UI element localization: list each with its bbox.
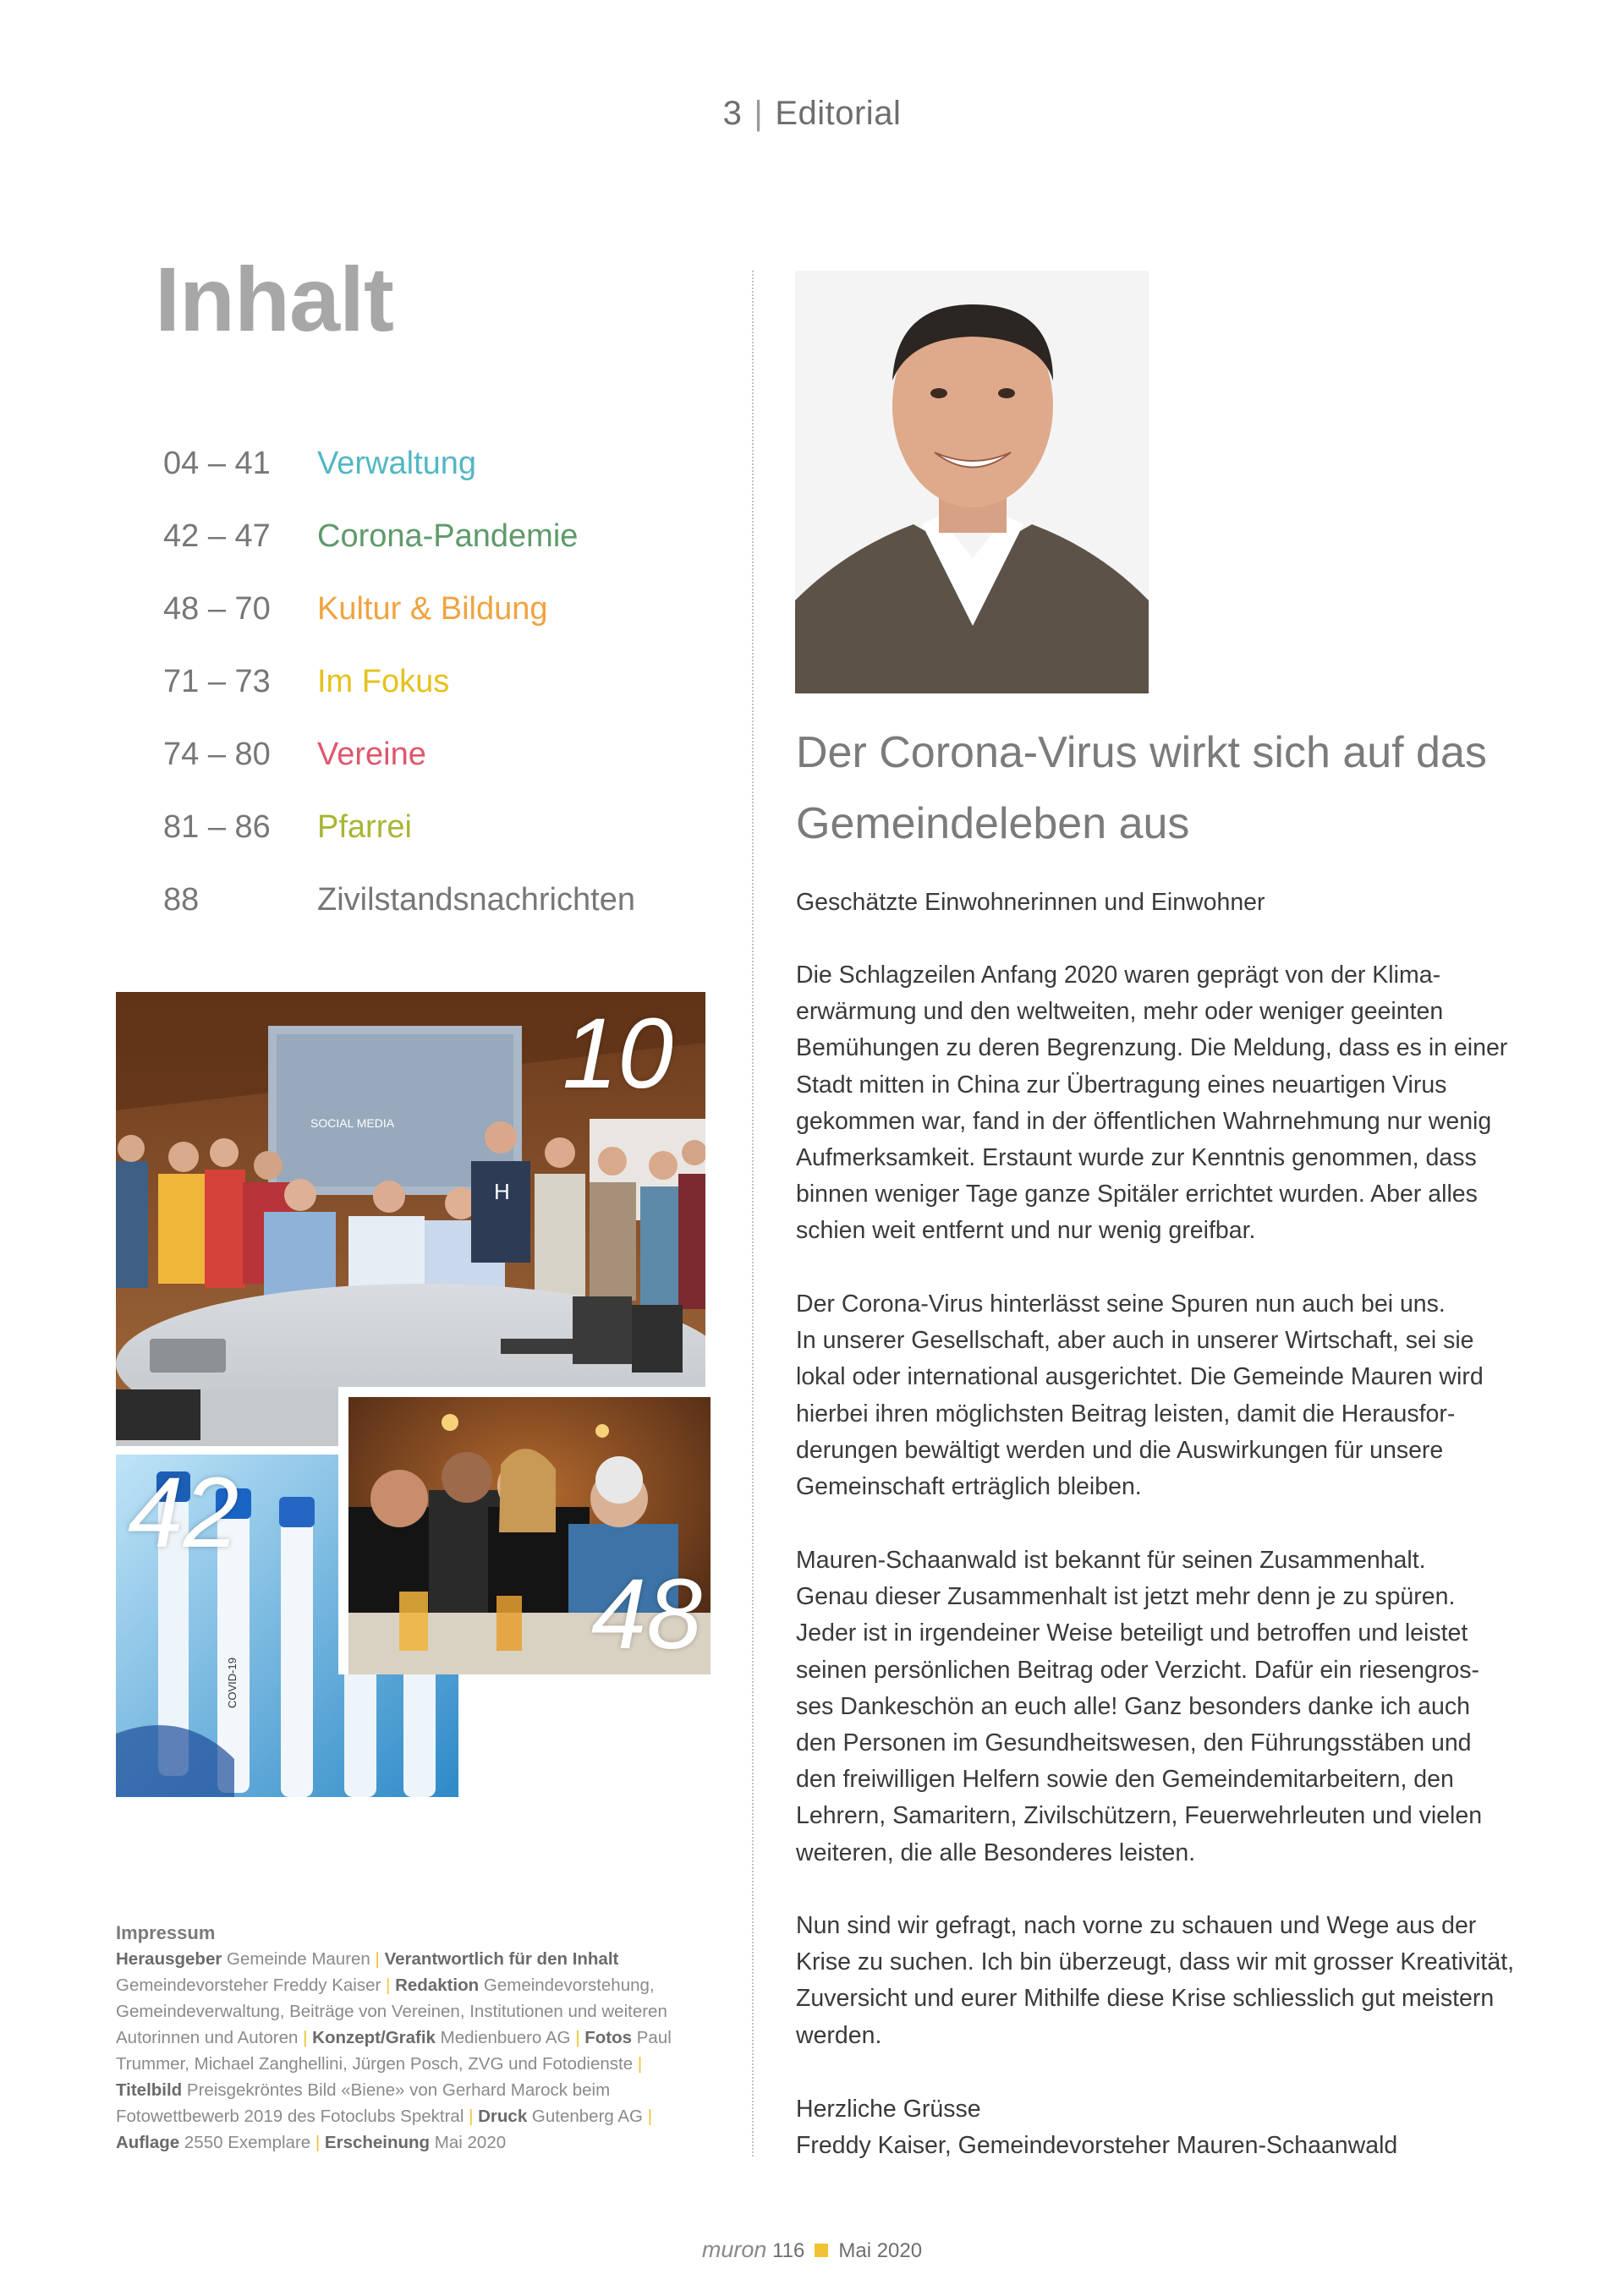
photo-number-48: 48 (590, 1559, 702, 1670)
tube-label: COVID-19 (226, 1658, 239, 1708)
imp-value-cover: Preisgekröntes Bild «Biene» von Gerhard Marock beim Fotowettbewerb 2019 des Fotoclubs Spektral (116, 2080, 611, 2126)
screen-text: SOCIAL MEDIA (310, 1116, 395, 1130)
salutation: Geschätzte Einwohnerinnen und Einwohner (796, 889, 1265, 916)
toc-label: Pfarrei (317, 809, 412, 845)
editorial-headline: Der Corona-Virus wirkt sich auf das Gemeindeleben aus (796, 728, 1487, 848)
impressum-title: Impressum (116, 1922, 216, 1943)
toc-entry[interactable] (163, 874, 755, 925)
paragraph: Die Schlagzeilen Anfang 2020 waren geprägt von der Klima- erwärmung und den weltweiten, mehr oder weniger geeinten Bemühungen zu deren Begrenzung. Die Meldung, dass es in einer Stadt mitten in China zur Übertragung eines neuartigen Virus gekommen war, fand in der öffentlichen Wahrnehmung nur wenig Aufmerksamkeit. Erstaunt wurde zur Kenntnis genommen, dass binnen weniger Tage ganze Spitäler errichtet wurden. Aber alles schien weit entfernt und nur wenig greifbar. (796, 962, 1508, 1245)
imp-value-design: Medienbuero AG (440, 2028, 571, 2047)
issue-date: Mai 2020 (838, 2239, 923, 2262)
imp-separator: | (575, 2028, 580, 2047)
toc-pages: 71 – 73 (163, 664, 271, 699)
imp-key-photos: Fotos (584, 2028, 633, 2047)
toc-label: Vereine (317, 737, 426, 772)
imp-separator: | (469, 2107, 474, 2126)
imp-value-editorial: Gemeindevorstehung, Gemeindeverwaltung, Beiträge von Vereinen, Institutionen und weiteren Autorinnen und Autoren (116, 1975, 667, 2047)
signature: Freddy Kaiser, Gemeindevorsteher Mauren-Schaanwald (796, 2132, 1398, 2159)
page-header (0, 95, 1624, 133)
toc-entry[interactable] (163, 511, 755, 562)
toc-label: Im Fokus (317, 664, 450, 699)
toc-title: Inhalt (155, 248, 393, 350)
portrait-photo[interactable] (795, 271, 1149, 693)
photo-number-42: 42 (128, 1457, 239, 1569)
portrait-image (795, 271, 1149, 693)
paragraph: Der Corona-Virus hinterlässt seine Spuren nun auch bei uns. In unserer Gesellschaft, aber auch in unserer Wirtschaft, sei sie lokal oder international ausgerichtet. Die Gemeinde Mauren wird hierbei ihren möglichsten Beitrag leisten, damit die Herausfor- derungen bewältigt werden und die Auswirkungen für unsere Gemeinschaft erträglich bleiben. (796, 1290, 1484, 1501)
header-separator: | (754, 95, 764, 132)
impressum (116, 1920, 700, 2156)
imp-separator: | (315, 2133, 321, 2152)
toc-pages: 42 – 47 (163, 518, 271, 554)
imp-value-responsible: Gemeindevorsteher Freddy Kaiser (116, 1975, 381, 1995)
imp-separator: | (386, 1975, 391, 1995)
imp-separator: | (303, 2028, 308, 2047)
toc-entry[interactable] (163, 729, 755, 780)
paragraph: Nun sind wir gefragt, nach vorne zu schauen und Wege aus der Krise zu suchen. Ich bin überzeugt, dass wir mit grosser Kreativität, Zuversicht und eurer Mithilfe diese Krise schliesslich gut meistern werden. (796, 1912, 1515, 2049)
imp-separator: | (637, 2054, 643, 2074)
toc-pages: 81 – 86 (163, 809, 271, 845)
imp-key-editorial: Redaktion (395, 1975, 480, 1995)
toc-entry[interactable] (163, 584, 755, 634)
section-title: Editorial (775, 95, 902, 132)
issue-number: 116 (772, 2239, 805, 2262)
photo-number-10: 10 (562, 998, 673, 1110)
column-divider (752, 271, 754, 2156)
shirt-letter: H (494, 1179, 510, 1204)
closing: Herzliche Grüsse (796, 2096, 981, 2123)
imp-value-print: Gutenberg AG (531, 2107, 643, 2126)
toc-label: Zivilstandsnachrichten (317, 882, 635, 918)
page-footer (0, 2237, 1624, 2263)
toc-pages: 48 – 70 (163, 591, 271, 627)
imp-value-publisher: Gemeinde Mauren (227, 1949, 370, 1969)
toc-entry[interactable] (163, 802, 755, 852)
toc-label: Kultur & Bildung (317, 591, 548, 627)
imp-value-release: Mai 2020 (434, 2133, 507, 2152)
imp-separator: | (647, 2107, 653, 2126)
toc-pages: 74 – 80 (163, 737, 271, 772)
imp-key-responsible: Verantwortlich für den Inhalt (384, 1949, 619, 1969)
impressum-body (116, 1946, 700, 2156)
toc-entry[interactable] (163, 656, 755, 707)
toc-entry[interactable] (163, 438, 755, 489)
meeting-photo[interactable] (116, 992, 705, 1446)
page-number: 3 (722, 95, 743, 132)
toc-pages: 88 (163, 882, 200, 918)
square-marker-icon (815, 2244, 828, 2257)
imp-key-publisher: Herausgeber (116, 1949, 222, 1969)
imp-value-photos: Paul Trummer, Michael Zanghellini, Jürgen Posch, ZVG und Fotodienste (116, 2028, 672, 2074)
imp-key-design: Konzept/Grafik (312, 2028, 436, 2047)
imp-separator: | (375, 1949, 380, 1969)
toc-pages: 04 – 41 (163, 446, 271, 481)
imp-key-cover: Titelbild (116, 2080, 183, 2100)
imp-value-circulation: 2550 Exemplare (184, 2133, 311, 2152)
paragraph: Mauren-Schaanwald ist bekannt für seinen Zusammenhalt. Genau dieser Zusammenhalt ist jetzt mehr denn je zu spüren. Jeder ist in irgendeiner Weise beteiligt und betroffen und leistet seinen persönlichen Beitrag oder Verzicht. Dafür ein riesengros- ses Dankeschön an euch alle! Ganz besonders danke ich auch den Personen im Gesundheitswesen, den Führungsstäben und den freiwilligen Helfern sowie den Gemeindemitarbeitern, den Lehrern, Samaritern, Zivilschützern, Feuerwehrleuten und vielen weiteren, die alle Besonderes leisten. (796, 1547, 1483, 1866)
imp-key-circulation: Auflage (116, 2133, 180, 2152)
imp-key-print: Druck (478, 2107, 528, 2126)
toc-label: Corona-Pandemie (317, 518, 579, 554)
restaurant-photo[interactable] (338, 1387, 710, 1674)
imp-key-release: Erscheinung (324, 2133, 431, 2152)
toc-label: Verwaltung (317, 446, 477, 481)
magazine-brand: muron (701, 2237, 767, 2262)
